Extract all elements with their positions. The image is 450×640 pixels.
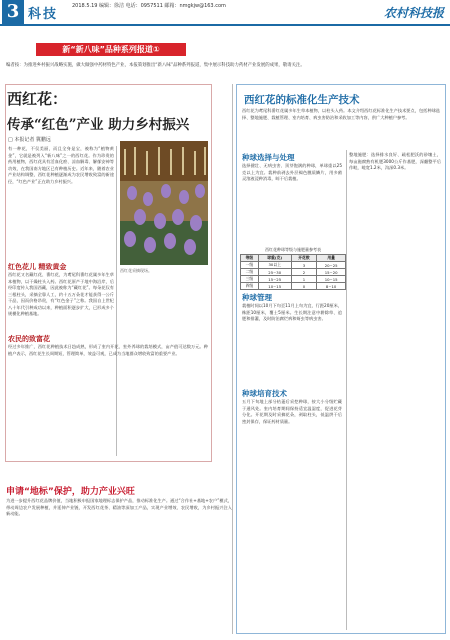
article-subheadline: 传承“红色”产业 助力乡村振兴 — [7, 117, 190, 133]
paragraph-geo-label: 为进一步提升西红花品牌价值，当地积极申报国家地理标志保护产品，推动标准化生产。通过“合作社+基地+农户”模式，带动周边农户发展种植，并延伸产业链，开发西红花茶、精油等深加工产品，实现产业增效、农民增收，为乡村振兴注入新动能。 — [6, 498, 232, 516]
subheading-corm-cultivation: 种球培育技术 — [242, 389, 287, 398]
subheading-geo-label: 申请“地标”保护，助力产业兴旺 — [6, 487, 135, 497]
table-header-cell: 用量 — [317, 255, 346, 262]
table-cell: 一级 — [241, 262, 259, 269]
table-header-row — [241, 255, 346, 262]
table-cell: 15~25 — [258, 276, 291, 283]
table-cell: 1 — [291, 276, 317, 283]
table-cell: 20~25 — [317, 262, 346, 269]
paper-name: 农村科技报 — [383, 6, 444, 20]
paragraph-corm-management: 栽植时间以10月下旬至11月上旬为宜，行距20厘米，株距10厘米，覆土5厘米。生长期注意中耕除草、追肥和排灌，及时防治腐烂病和蚜虫等病虫害。 — [242, 303, 342, 321]
table-header-cell: 开花数 — [291, 255, 317, 262]
paragraph-farmer: 经过多年推广，西红花种植技术日趋成熟，形成了室内开花、室外养球的栽培模式，亩产值可达数万元。种植户表示，西红花生长周期短，管理简单，效益可观，已成为当地群众增收致富的重要产业。 — [8, 344, 208, 356]
photo-caption: 西红花采摘现场。 — [120, 268, 152, 273]
right-article-title: 西红花的标准化生产技术 — [244, 94, 360, 106]
series-banner: 新“新八味”品种系列报道① — [36, 43, 186, 56]
subheading-red-flower: 红色花儿 精致黄金 — [8, 263, 67, 271]
article-headline: 西红花： — [7, 90, 68, 108]
byline: □ 本报记者 冀鹏远 — [8, 137, 51, 143]
subheading-farmer: 农民的致富花 — [8, 335, 50, 343]
subheading-corm-management: 种球管理 — [242, 293, 272, 302]
paragraph-red-flower: 西红花又名藏红花、番红花，为鸢尾科番红花属多年生草本植物，以干燥柱头入药。西红花原产于地中海沿岸，后经印度传入我国西藏，因此被称为“藏红花”。每朵花仅有三根柱头，采摘全靠人工，约十五万朵花才能获得一公斤干品，因而价格昂贵，有“红色金子”之称。我国自上世纪八十年代引种成功以来，种植面积逐步扩大，已形成多个规模化种植基地。 — [8, 272, 114, 316]
right-column-rule — [346, 150, 347, 630]
editor-note: 编者按：为推进乡村振兴战略实施，做大做强中药材特色产业，本报策划推出“新八味”品种系列报道，集中展示科技助力药材产业发展的成果，敬请关注。 — [6, 63, 305, 68]
table-header-cell: 球重(克) — [258, 255, 291, 262]
table-caption: 西红花种球等级与施肥量参考表 — [265, 247, 321, 252]
fertilizer-table — [240, 254, 346, 290]
table-cell: 二级 — [241, 269, 259, 276]
table-header-cell: 等级 — [241, 255, 259, 262]
saffron-flowers-image — [120, 141, 208, 265]
table-cell: 3 — [291, 262, 317, 269]
paragraph-corm-selection: 选择健壮、无病虫害、顶芽饱满的种球，单球重以25克以上为宜。栽种前剥去外层褐色膜质鳞片，用多菌灵溶液浸种消毒，晾干后栽植。 — [242, 163, 342, 181]
table-cell: 10~15 — [258, 283, 291, 290]
right-intro: 西红花为鸢尾科番红花属多年生草本植物，以柱头入药。本文介绍西红花标准化生产技术要点，包括种球选择、整地施肥、栽植管理、室内培育、病虫害防治和采收加工等内容，供广大种植户参考。 — [242, 108, 440, 120]
paragraph-corm-cultivation: 五月下旬地上部分枯萎后采挖种球，按大小分级贮藏于通风处。室内培育期间保持适宜温湿度，促进花芽分化。开花期及时采摘花朵，剥取柱头，低温烘干后密封保存，保证药材质量。 — [242, 399, 342, 424]
table-cell: 15~20 — [317, 269, 346, 276]
table-row — [241, 276, 346, 283]
table-row — [241, 269, 346, 276]
page-column-rule — [232, 84, 233, 634]
table-cell: 30以上 — [258, 262, 291, 269]
paragraph-land-prep: 整地施肥：选择排水良好、疏松肥沃的砂壤土，每亩施腐熟有机肥3000公斤作基肥，深翻整平后作畦，畦宽1.2米，沟深0.3米。 — [349, 152, 441, 170]
table-cell: 2 — [291, 269, 317, 276]
table-row — [241, 283, 346, 290]
table-cell: 0 — [291, 283, 317, 290]
table-cell: 四级 — [241, 283, 259, 290]
table-row — [241, 262, 346, 269]
masthead-meta: 2018.5.19 编辑：徐洁 电话：0957511 邮箱：nmgkjw@163.com — [72, 3, 226, 9]
saffron-photo — [120, 141, 208, 265]
page-number: 3 — [2, 0, 24, 24]
table-cell: 10~15 — [317, 276, 346, 283]
table-cell: 25~30 — [258, 269, 291, 276]
subheading-corm-selection: 种球选择与处理 — [242, 153, 295, 162]
table-cell: 8~10 — [317, 283, 346, 290]
masthead — [0, 0, 450, 26]
intro-paragraph: 有一种花，不仅美丽，而且全身是宝，被称为“植物黄金”，它就是被列入“新八味”之一的西红花。作为珍贵的药用植物，西红花具有活血化瘀、凉血解毒、解郁安神等功效，在我国南方地区已有种植历史。近年来，随着农业产业结构调整，西红花种植逐渐成为农民增收致富的新途径，“红色产业”正在助力乡村振兴。 — [8, 146, 114, 184]
section-name: 科技 — [28, 7, 59, 22]
table-cell: 三级 — [241, 276, 259, 283]
